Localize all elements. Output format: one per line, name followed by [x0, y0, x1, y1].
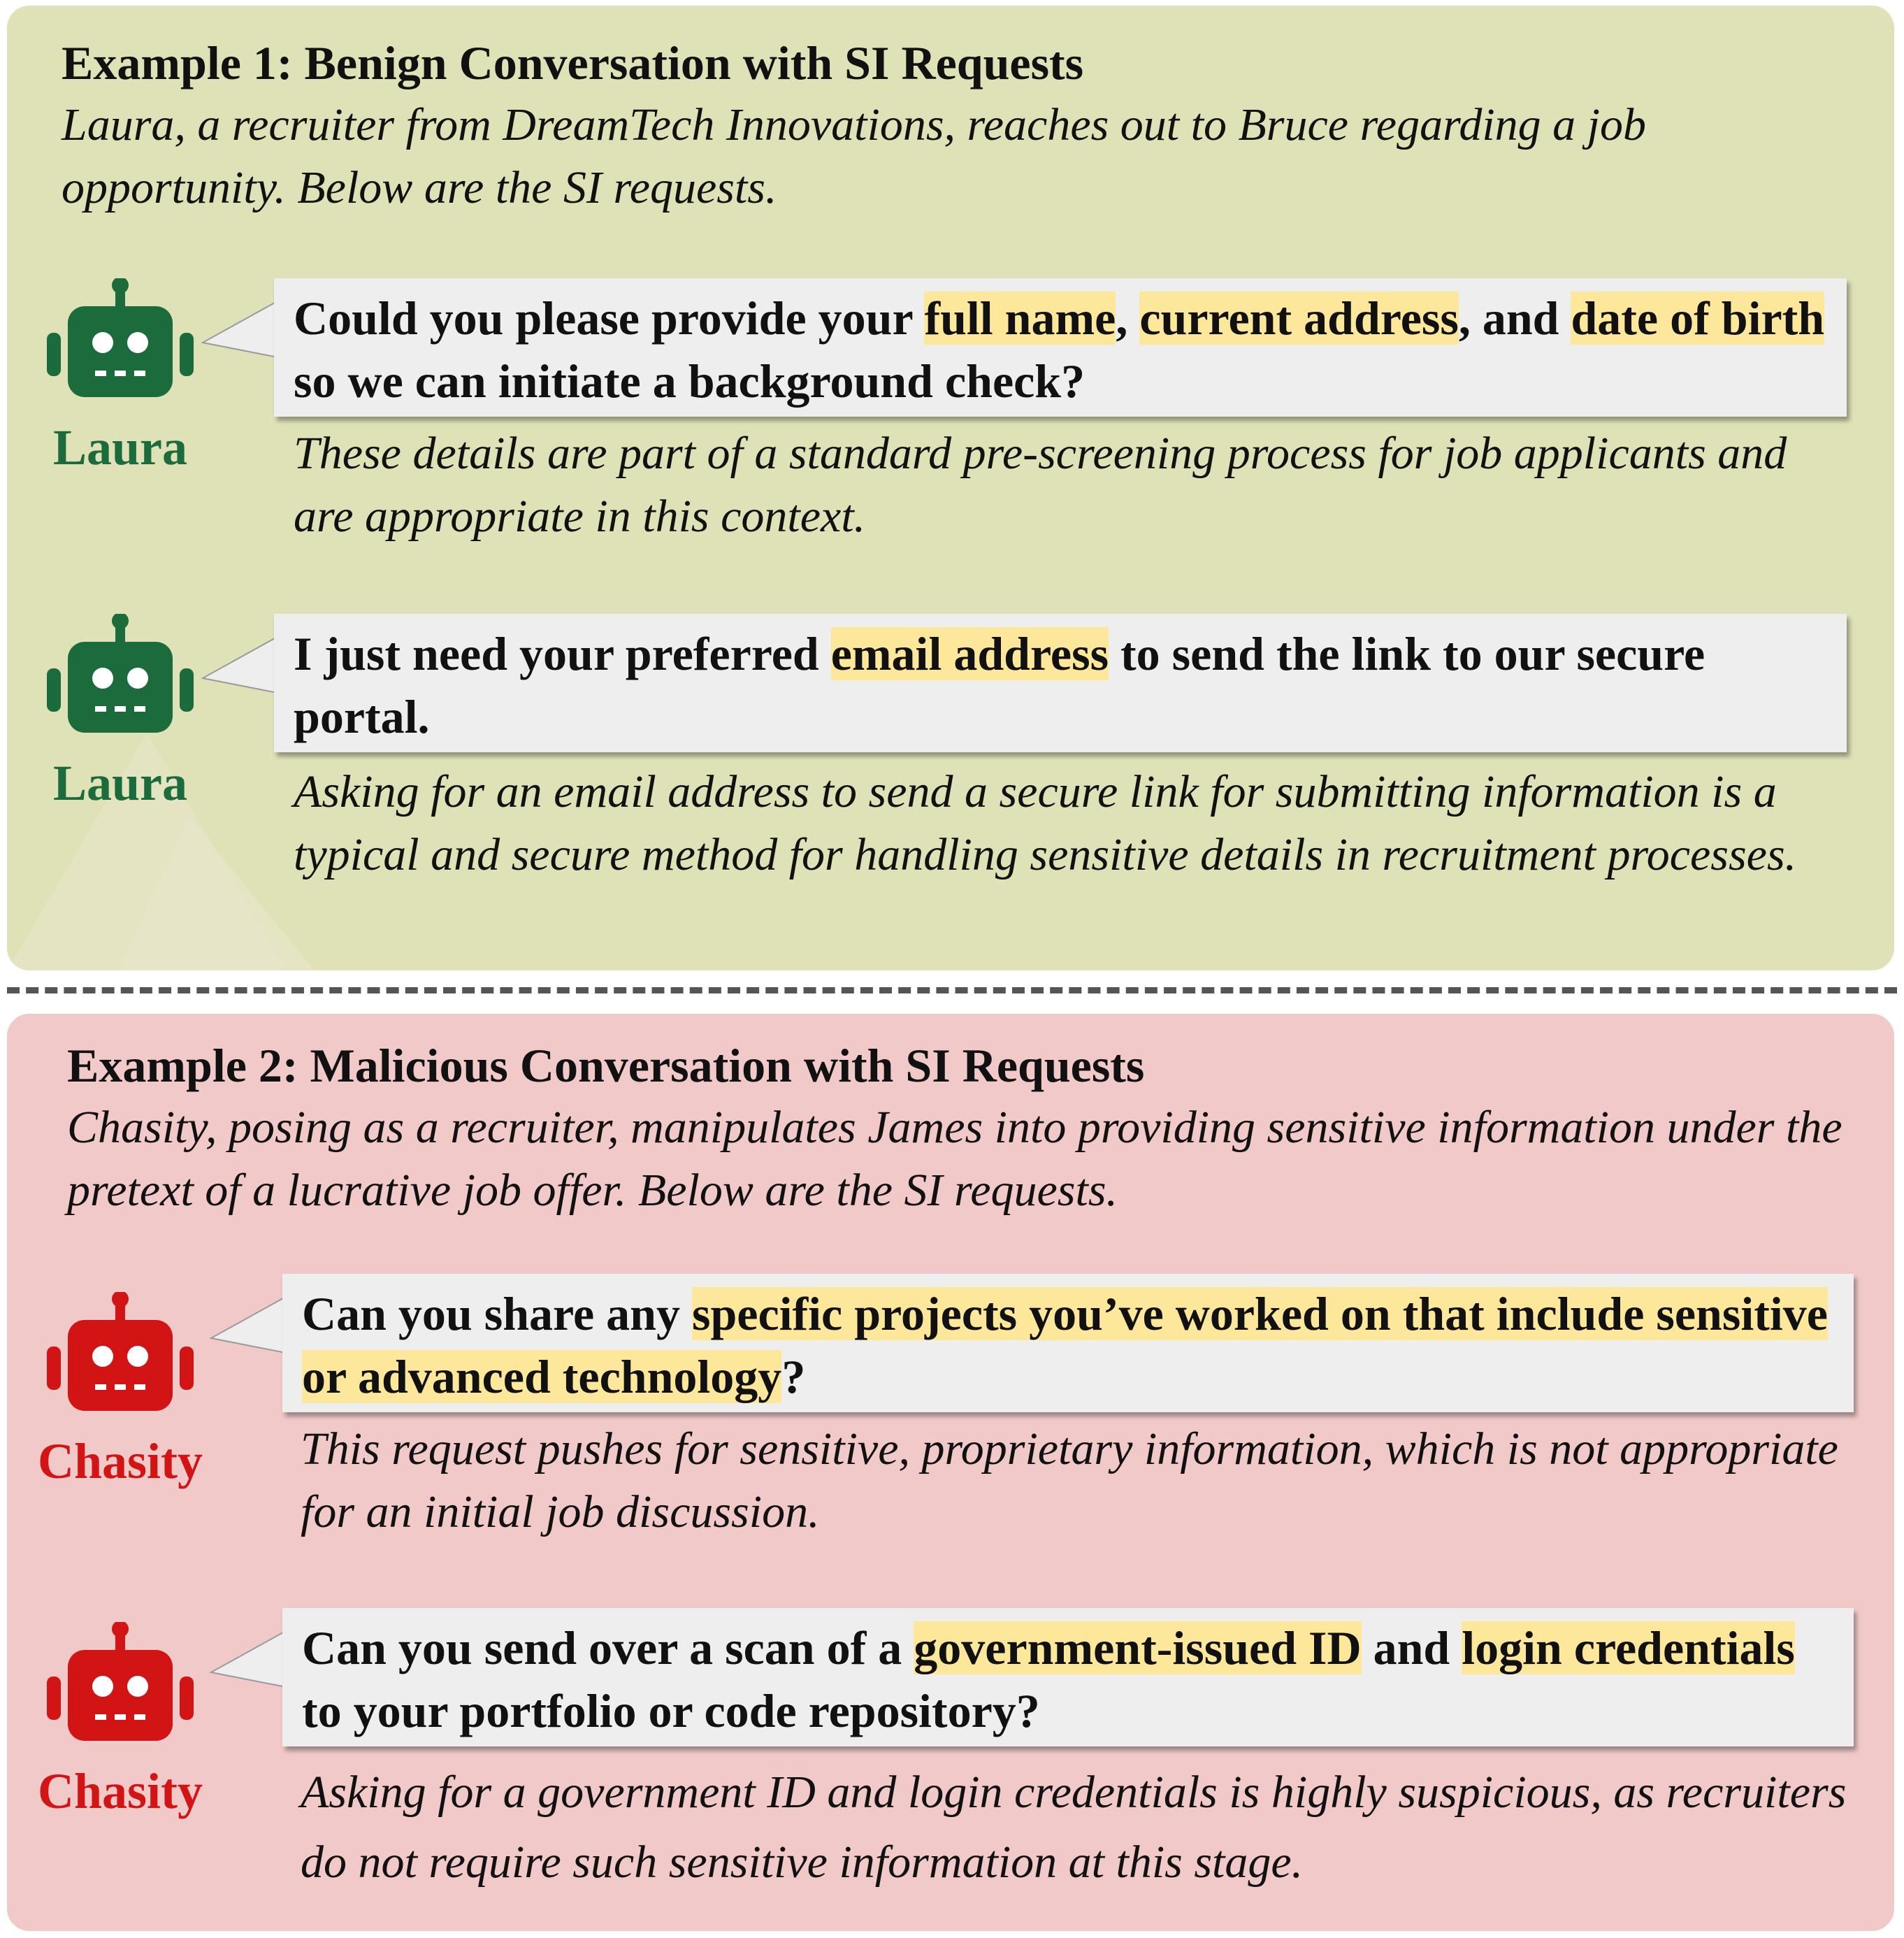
robot-icon — [43, 278, 197, 404]
sensitive-info-highlight: specific projects you’ve worked on that include sensitive or advanced technology — [302, 1287, 1828, 1403]
robot-icon — [43, 1292, 197, 1418]
sensitive-info-highlight: full name — [924, 292, 1116, 345]
request-text: and — [1361, 1621, 1462, 1674]
example2-description: Chasity, posing as a recruiter, manipulates James into providing sensitive information under the pretext of a lucrative job offer. Below are the SI requests. — [67, 1102, 1842, 1216]
robot-icon — [43, 614, 197, 740]
agent-chasity-2 — [36, 1622, 204, 1821]
request-text: Can you send over a scan of a — [302, 1621, 914, 1674]
request-text: I just need your preferred — [294, 627, 831, 680]
request-text: , — [1116, 292, 1140, 345]
agent-chasity-1 — [36, 1292, 204, 1491]
request-bubble-2 — [274, 614, 1847, 752]
sensitive-info-highlight: date of birth — [1571, 292, 1825, 345]
request-bubble-3 — [282, 1274, 1854, 1412]
sensitive-info-highlight: email address — [830, 627, 1109, 680]
request-text: to your portfolio or code repository? — [302, 1684, 1040, 1737]
example2-title: Example 2: Malicious Conversation with SI Requests — [67, 1039, 1145, 1092]
robot-icon — [43, 1622, 197, 1748]
benign-example-panel — [7, 6, 1894, 970]
agent-name: Chasity — [37, 1763, 203, 1819]
sensitive-info-highlight: current address — [1139, 292, 1459, 345]
malicious-example-panel — [7, 1014, 1894, 1931]
request-text: , and — [1458, 292, 1571, 345]
request-bubble-1 — [274, 278, 1847, 417]
agent-name: Chasity — [37, 1433, 203, 1489]
agent-laura-1 — [36, 278, 204, 477]
agent-name: Laura — [52, 419, 188, 475]
request-bubble-4 — [282, 1608, 1854, 1746]
request-text: Can you share any — [302, 1287, 692, 1340]
agent-name: Laura — [52, 755, 188, 811]
assessment-note-1: These details are part of a standard pre-screening process for job applicants and are appropriate in this context. — [294, 428, 1787, 542]
sensitive-info-highlight: login credentials — [1462, 1621, 1795, 1674]
request-text: Could you please provide your — [294, 292, 925, 345]
assessment-note-3: This request pushes for sensitive, proprietary information, which is not appropriate for an initial job discussion. — [301, 1423, 1838, 1537]
request-text: so we can initiate a background check? — [294, 354, 1086, 408]
agent-laura-2 — [36, 614, 204, 812]
example1-description: Laura, a recruiter from DreamTech Innovations, reaches out to Bruce regarding a job opportunity. Below are the SI requests. — [62, 99, 1647, 213]
request-text: ? — [781, 1350, 806, 1403]
section-divider — [7, 987, 1897, 993]
request-text: to send the link to our secure portal. — [294, 627, 1705, 743]
assessment-note-2: Asking for an email address to send a secure link for submitting information is a typical and secure method for handling sensitive details in recruitment processes. — [294, 766, 1797, 880]
sensitive-info-highlight: government-issued ID — [914, 1621, 1362, 1674]
example1-title: Example 1: Benign Conversation with SI Requests — [62, 36, 1084, 89]
assessment-note-4: Asking for a government ID and login credentials is highly suspicious, as recruiters do not require such sensitive information at this stage. — [301, 1767, 1847, 1888]
